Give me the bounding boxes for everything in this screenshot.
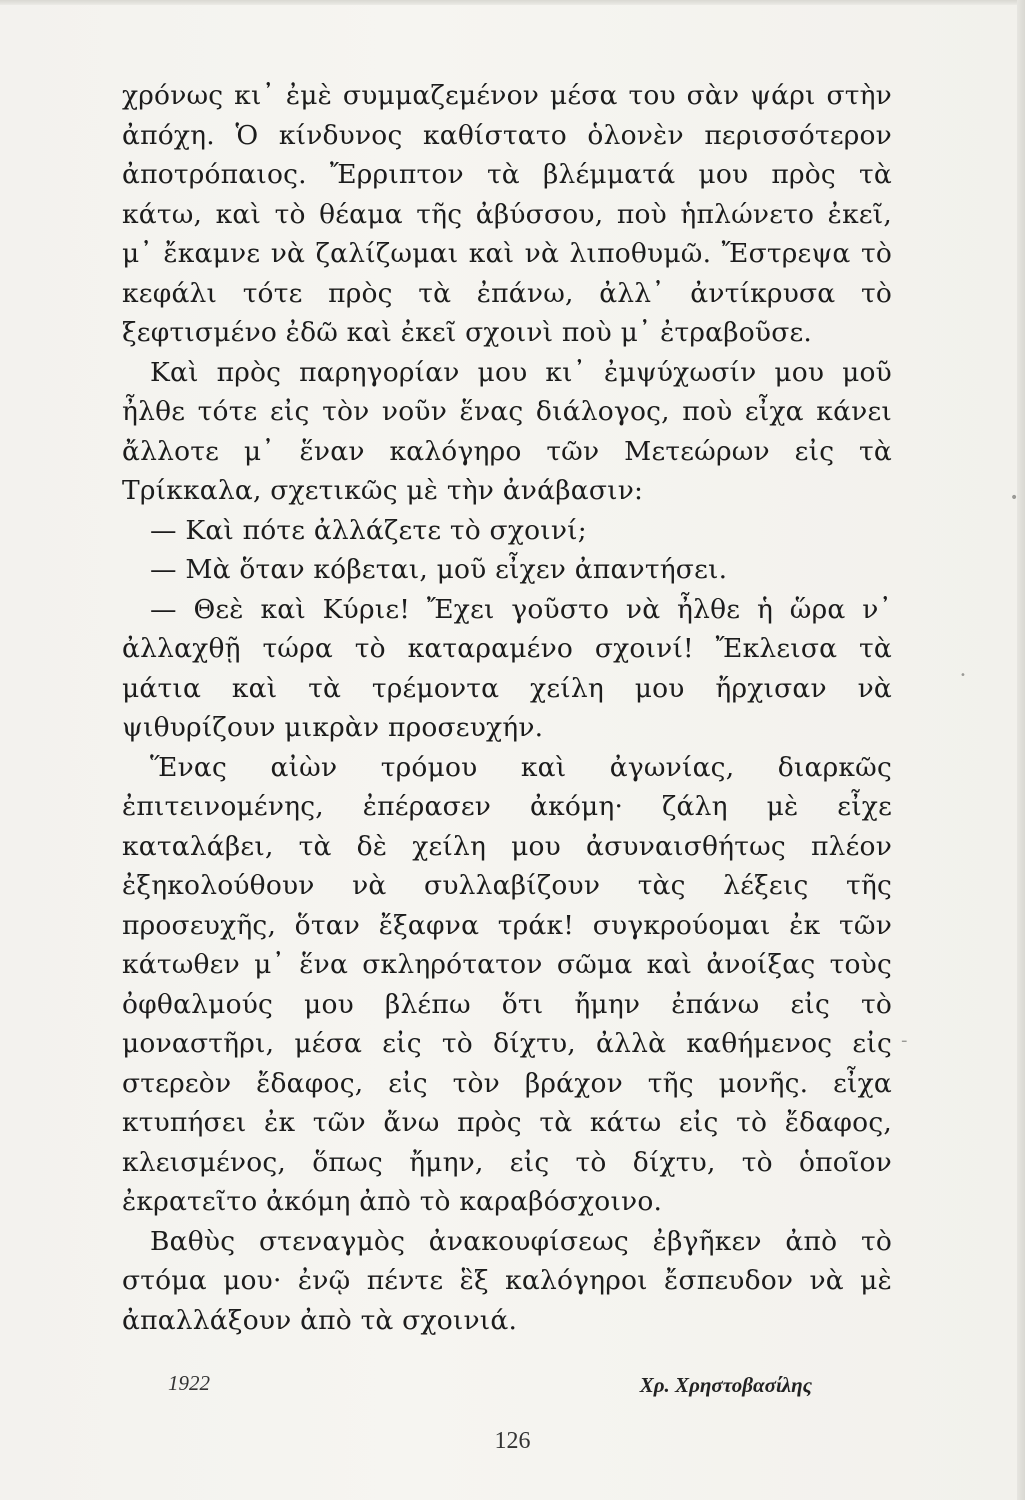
dialogue-line-answer: — Μὰ ὅταν κόβεται, μοῦ εἶχεν ἀπαντήσει. <box>150 554 728 585</box>
page-number: 126 <box>494 1428 531 1454</box>
margin-mark: • <box>1010 490 1019 506</box>
margin-dot: • <box>960 670 966 681</box>
body-text <box>122 76 892 1340</box>
paragraph-landing: Ἕνας αἰὼν τρόμου καὶ ἀγωνίας, διαρκῶς ἐπιτεινομένης, ἐπέρασεν ἀκόμη· ζάλη μὲ εἶχε καταλάβει, τὰ δὲ χείλη μου ἀσυναισθήτως πλέον ἐξηκολούθουν νὰ συλλαβίζουν τὰς λέξεις τῆς προσευχῆς, ὅταν ἔξαφνα τράκ! συγκρούομαι ἐκ τῶν κάτωθεν μ᾽ ἕνα σκληρότατον σῶμα καὶ ἀνοίξας τοὺς ὀφθαλμούς μου βλέπω ὅτι ἤμην ἐπάνω εἰς τὸ μοναστῆρι, μέσα εἰς τὸ δίχτυ, ἀλλὰ καθήμενος εἰς στερεὸν ἔδαφος, εἰς τὸν βράχον τῆς μονῆς. εἶχα κτυπήσει ἐκ τῶν ἄνω πρὸς τὰ κάτω εἰς τὸ ἔδαφος, κλεισμένος, ὅπως ἤμην, εἰς τὸ δίχτυ, τὸ ὁποῖον ἐκρατεῖτο ἀκόμη ἀπὸ τὸ καραβόσχοινο. <box>122 751 892 1217</box>
date-year: 1922 <box>168 1371 210 1395</box>
margin-dash: - <box>901 1030 908 1051</box>
dialogue-line-question: — Καὶ πότε ἀλλάζετε τὸ σχοινί; <box>150 514 587 546</box>
paragraph-relief: Βαθὺς στεναγμὸς ἀνακουφίσεως ἐβγῆκεν ἀπὸ τὸ στόμα μου· ἐνῷ πέντε ἓξ καλόγηροι ἔσπευδον νὰ μὲ ἀπαλλάξουν ἀπὸ τὰ σχοινιά. <box>122 1225 892 1336</box>
page-top-edge <box>0 0 1025 5</box>
page-right-edge <box>1017 0 1025 1500</box>
paragraph-continuation: χρόνως κι᾽ ἐμὲ συμμαζεμένον μέσα του σὰν ψάρι στὴν ἀπόχη. Ὁ κίνδυνος καθίστατο ὁλονὲν περισσότερον ἀποτρόπαιος. Ἔρριπτον τὰ βλέμματά μου πρὸς τὰ κάτω, καὶ τὸ θέαμα τῆς ἀβύσσου, ποὺ ἡπλώνετο ἐκεῖ, μ᾽ ἔκαμνε νὰ ζαλίζωμαι καὶ νὰ λιποθυμῶ. Ἔστρεψα τὸ κεφάλι τότε πρὸς τὰ ἐπάνω, ἀλλ᾽ ἀντίκρυσα τὸ ξεφτισμένο ἐδῶ καὶ ἐκεῖ σχοινὶ ποὺ μ᾽ ἐτραβοῦσε. <box>122 80 892 348</box>
dialogue-line-exclamation: — Θεὲ καὶ Κύριε! Ἔχει γοῦστο νὰ ἦλθε ἡ ὥρα ν᾽ ἀλλαχθῇ τώρα τὸ καταραμένο σχοινί! Ἔκλεισα τὰ μάτια καὶ τὰ τρέμοντα χείλη μου ἤρχισαν νὰ ψιθυρίζουν μικρὰν προσευχήν. <box>122 593 892 743</box>
paragraph-recollection: Καὶ πρὸς παρηγορίαν μου κι᾽ ἐμψύχωσίν μου μοῦ ἦλθε τότε εἰς τὸν νοῦν ἕνας διάλογος, ποὺ εἶχα κάνει ἄλλοτε μ᾽ ἕναν καλόγηρο τῶν Μετεώρων εἰς τὰ Τρίκκαλα, σχετικῶς μὲ τὴν ἀνάβασιν: <box>122 356 892 506</box>
author-signature: Χρ. Χρηστοβασίλης <box>639 1373 812 1397</box>
signature-line <box>122 1365 892 1405</box>
